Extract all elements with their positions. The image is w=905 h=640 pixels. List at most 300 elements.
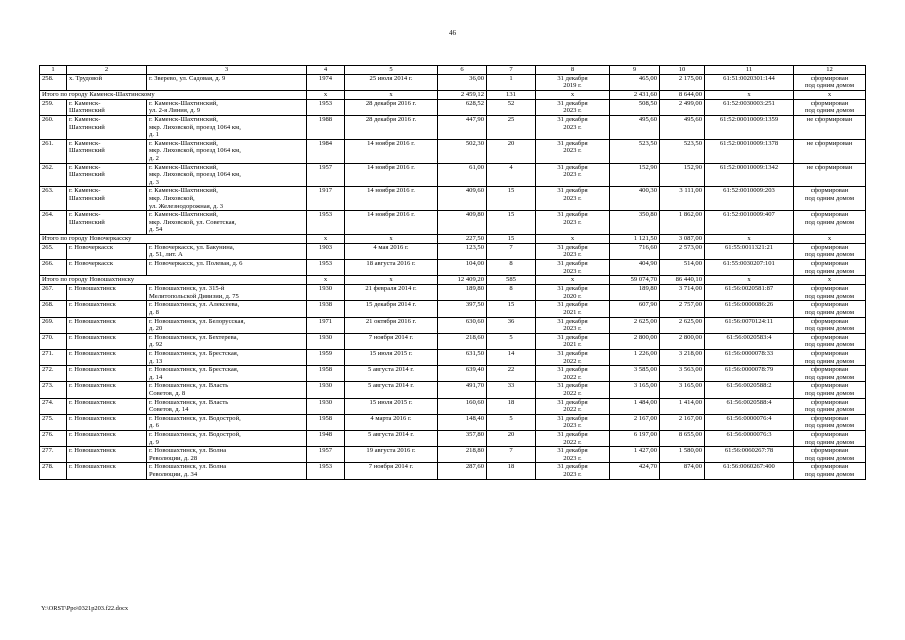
status-cell: не сформирован bbox=[794, 115, 866, 139]
deadline-cell: 31 декабря 2019 г. bbox=[536, 74, 610, 90]
row-number: 278. bbox=[40, 463, 67, 479]
cadastral-number-cell: 61:52:00010009:1342 bbox=[705, 163, 794, 187]
address-cell: г. Новошахтинск, ул. Волна Революции, д. 28 bbox=[147, 447, 307, 463]
cadastral-number-cell: х bbox=[705, 90, 794, 99]
settlement-cell: г. Новошахтинск bbox=[67, 382, 147, 398]
year-cell: 1959 bbox=[307, 350, 345, 366]
area-cell: 218,60 bbox=[438, 333, 487, 349]
deadline-cell: 31 декабря 2023 г. bbox=[536, 139, 610, 163]
area3-cell: 8 644,00 bbox=[660, 90, 705, 99]
settlement-cell: г. Новошахтинск bbox=[67, 414, 147, 430]
address-cell: г. Новошахтинск, ул. Белорусская, д. 20 bbox=[147, 317, 307, 333]
area2-cell: 400,30 bbox=[610, 187, 660, 211]
table-row bbox=[40, 366, 866, 382]
area-cell: 397,50 bbox=[438, 301, 487, 317]
column-number-cell: 3 bbox=[147, 66, 307, 75]
status-cell: сформирован под одним домом bbox=[794, 317, 866, 333]
settlement-cell: х. Трудовой bbox=[67, 74, 147, 90]
cadastral-number-cell: 61:56:0000078:79 bbox=[705, 366, 794, 382]
address-cell: г. Новочеркасск, ул. Бакунина, д. 51, лит. А bbox=[147, 243, 307, 259]
table-row bbox=[40, 285, 866, 301]
area3-cell: 152,90 bbox=[660, 163, 705, 187]
date-cell: 14 ноября 2016 г. bbox=[345, 187, 438, 211]
table-row bbox=[40, 317, 866, 333]
year-cell: 1930 bbox=[307, 398, 345, 414]
status-cell: сформирован под одним домом bbox=[794, 382, 866, 398]
settlement-cell: г. Каменск- Шахтинский bbox=[67, 163, 147, 187]
table-row bbox=[40, 382, 866, 398]
cadastral-number-cell: 61:56:0070124:11 bbox=[705, 317, 794, 333]
date-cell: 5 августа 2014 г. bbox=[345, 366, 438, 382]
cadastral-number-cell: 61:56:0000086:26 bbox=[705, 301, 794, 317]
residents-cell: 15 bbox=[487, 211, 536, 235]
document-path: Y:\ORST\Ppo\0321p203.f22.docx bbox=[41, 605, 129, 612]
settlement-cell: г. Новочеркасск bbox=[67, 243, 147, 259]
row-number: 268. bbox=[40, 301, 67, 317]
column-number-cell: 11 bbox=[705, 66, 794, 75]
row-number: 271. bbox=[40, 350, 67, 366]
date-cell: 18 августа 2016 г. bbox=[345, 260, 438, 276]
residents-cell: 8 bbox=[487, 285, 536, 301]
residents-cell: 15 bbox=[487, 301, 536, 317]
area-cell: 409,60 bbox=[438, 187, 487, 211]
table-row bbox=[40, 447, 866, 463]
year-cell: 1984 bbox=[307, 139, 345, 163]
deadline-cell: 31 декабря 2020 г. bbox=[536, 285, 610, 301]
area2-cell: 424,70 bbox=[610, 463, 660, 479]
year-cell: 1930 bbox=[307, 285, 345, 301]
row-number: 275. bbox=[40, 414, 67, 430]
deadline-cell: 31 декабря 2023 г. bbox=[536, 115, 610, 139]
status-cell: сформирован под одним домом bbox=[794, 350, 866, 366]
table-row bbox=[40, 243, 866, 259]
table-row bbox=[40, 187, 866, 211]
subtotal-label: Итого по городу Новочеркасску bbox=[40, 234, 307, 243]
area-cell: 12 409,20 bbox=[438, 276, 487, 285]
area3-cell: 3 218,00 bbox=[660, 350, 705, 366]
deadline-cell: 31 декабря 2023 г. bbox=[536, 260, 610, 276]
row-number: 259. bbox=[40, 99, 67, 115]
area-cell: 409,80 bbox=[438, 211, 487, 235]
housing-register-table bbox=[39, 65, 866, 480]
table-row bbox=[40, 333, 866, 349]
table-row bbox=[40, 115, 866, 139]
area-cell: 491,70 bbox=[438, 382, 487, 398]
area-cell: 502,30 bbox=[438, 139, 487, 163]
table-row bbox=[40, 350, 866, 366]
column-number-cell: 8 bbox=[536, 66, 610, 75]
cadastral-number-cell: 61:51:0020301:144 bbox=[705, 74, 794, 90]
residents-cell: 15 bbox=[487, 187, 536, 211]
area2-cell: 523,50 bbox=[610, 139, 660, 163]
row-number: 270. bbox=[40, 333, 67, 349]
subtotal-row bbox=[40, 276, 866, 285]
year-cell: 1988 bbox=[307, 115, 345, 139]
settlement-cell: г. Новошахтинск bbox=[67, 398, 147, 414]
deadline-cell: 31 декабря 2021 г. bbox=[536, 301, 610, 317]
row-number: 277. bbox=[40, 447, 67, 463]
deadline-cell: 31 декабря 2021 г. bbox=[536, 333, 610, 349]
area3-cell: 86 440,10 bbox=[660, 276, 705, 285]
row-number: 266. bbox=[40, 260, 67, 276]
area3-cell: 2 175,00 bbox=[660, 74, 705, 90]
area-cell: 447,90 bbox=[438, 115, 487, 139]
year-cell: 1958 bbox=[307, 366, 345, 382]
year-cell: 1953 bbox=[307, 463, 345, 479]
residents-cell: 8 bbox=[487, 260, 536, 276]
deadline-cell: 31 декабря 2022 г. bbox=[536, 350, 610, 366]
status-cell: сформирован под одним домом bbox=[794, 260, 866, 276]
area2-cell: 350,80 bbox=[610, 211, 660, 235]
status-cell: сформирован под одним домом bbox=[794, 301, 866, 317]
cadastral-number-cell: 61:56:0060267:400 bbox=[705, 463, 794, 479]
table-row bbox=[40, 163, 866, 187]
cadastral-number-cell: 61:56:0020583:4 bbox=[705, 333, 794, 349]
residents-cell: 20 bbox=[487, 139, 536, 163]
address-cell: г. Новошахтинск, ул. Бехтерева, д. 92 bbox=[147, 333, 307, 349]
area2-cell: 2 625,00 bbox=[610, 317, 660, 333]
status-cell: сформирован под одним домом bbox=[794, 285, 866, 301]
settlement-cell: г. Каменск- Шахтинский bbox=[67, 99, 147, 115]
table-row bbox=[40, 398, 866, 414]
year-cell: 1974 bbox=[307, 74, 345, 90]
status-cell: сформирован под одним домом bbox=[794, 463, 866, 479]
date-cell: 4 мая 2016 г. bbox=[345, 243, 438, 259]
row-number: 263. bbox=[40, 187, 67, 211]
year-cell: х bbox=[307, 90, 345, 99]
residents-cell: 18 bbox=[487, 398, 536, 414]
column-number-cell: 2 bbox=[67, 66, 147, 75]
deadline-cell: 31 декабря 2023 г. bbox=[536, 317, 610, 333]
status-cell: сформирован под одним домом bbox=[794, 74, 866, 90]
area-cell: 287,60 bbox=[438, 463, 487, 479]
area2-cell: 495,60 bbox=[610, 115, 660, 139]
column-number-row bbox=[40, 66, 866, 75]
area3-cell: 2 757,00 bbox=[660, 301, 705, 317]
address-cell: г. Новошахтинск, ул. 315-й Мелитопольской Дивизии, д. 75 bbox=[147, 285, 307, 301]
deadline-cell: х bbox=[536, 90, 610, 99]
date-cell: 28 декабря 2016 г. bbox=[345, 115, 438, 139]
area2-cell: 465,00 bbox=[610, 74, 660, 90]
row-number: 262. bbox=[40, 163, 67, 187]
area2-cell: 3 585,00 bbox=[610, 366, 660, 382]
address-cell: г. Новошахтинск, ул. Власть Советов, д. 14 bbox=[147, 398, 307, 414]
year-cell: х bbox=[307, 234, 345, 243]
area3-cell: 1 414,00 bbox=[660, 398, 705, 414]
status-cell: сформирован под одним домом bbox=[794, 414, 866, 430]
row-number: 273. bbox=[40, 382, 67, 398]
cadastral-number-cell: 61:56:0000076:3 bbox=[705, 430, 794, 446]
cadastral-number-cell: 61:56:0020581:87 bbox=[705, 285, 794, 301]
date-cell: 14 ноября 2016 г. bbox=[345, 163, 438, 187]
column-number-cell: 4 bbox=[307, 66, 345, 75]
cadastral-number-cell: 61:52:0010009:203 bbox=[705, 187, 794, 211]
area-cell: 160,60 bbox=[438, 398, 487, 414]
deadline-cell: 31 декабря 2023 г. bbox=[536, 447, 610, 463]
area3-cell: 3 714,00 bbox=[660, 285, 705, 301]
area-cell: 630,60 bbox=[438, 317, 487, 333]
status-cell: х bbox=[794, 234, 866, 243]
area2-cell: 2 431,60 bbox=[610, 90, 660, 99]
area3-cell: 2 800,00 bbox=[660, 333, 705, 349]
area3-cell: 2 573,00 bbox=[660, 243, 705, 259]
area2-cell: 59 074,70 bbox=[610, 276, 660, 285]
table-row bbox=[40, 414, 866, 430]
address-cell: г. Каменск-Шахтинский, мкр. Лиховской, проезд 1064 км, д. 2 bbox=[147, 139, 307, 163]
area2-cell: 2 800,00 bbox=[610, 333, 660, 349]
cadastral-number-cell: 61:52:00010009:1359 bbox=[705, 115, 794, 139]
row-number: 261. bbox=[40, 139, 67, 163]
column-number-cell: 1 bbox=[40, 66, 67, 75]
residents-cell: 7 bbox=[487, 447, 536, 463]
settlement-cell: г. Новошахтинск bbox=[67, 463, 147, 479]
address-cell: г. Каменск-Шахтинский, ул. 2-я Линия, д. 9 bbox=[147, 99, 307, 115]
status-cell: сформирован под одним домом bbox=[794, 398, 866, 414]
area3-cell: 2 499,00 bbox=[660, 99, 705, 115]
area3-cell: 874,00 bbox=[660, 463, 705, 479]
subtotal-label: Итого по городу Каменск-Шахтинскому bbox=[40, 90, 307, 99]
area2-cell: 6 197,00 bbox=[610, 430, 660, 446]
residents-cell: 15 bbox=[487, 234, 536, 243]
area2-cell: 508,50 bbox=[610, 99, 660, 115]
row-number: 260. bbox=[40, 115, 67, 139]
address-cell: г. Каменск-Шахтинский, мкр. Лиховской, ул. Советская, д. 54 bbox=[147, 211, 307, 235]
area-cell: 61,00 bbox=[438, 163, 487, 187]
cadastral-number-cell: 61:56:0000078:33 bbox=[705, 350, 794, 366]
row-number: 272. bbox=[40, 366, 67, 382]
year-cell: 1930 bbox=[307, 333, 345, 349]
date-cell: 5 августа 2014 г. bbox=[345, 430, 438, 446]
settlement-cell: г. Новошахтинск bbox=[67, 285, 147, 301]
cadastral-number-cell: 61:55:0030207:101 bbox=[705, 260, 794, 276]
area-cell: 189,80 bbox=[438, 285, 487, 301]
settlement-cell: г. Каменск- Шахтинский bbox=[67, 211, 147, 235]
settlement-cell: г. Новошахтинск bbox=[67, 430, 147, 446]
cadastral-number-cell: 61:56:0000076:4 bbox=[705, 414, 794, 430]
year-cell: 1953 bbox=[307, 260, 345, 276]
area2-cell: 189,80 bbox=[610, 285, 660, 301]
year-cell: 1903 bbox=[307, 243, 345, 259]
date-cell: 28 декабря 2016 г. bbox=[345, 99, 438, 115]
residents-cell: 5 bbox=[487, 414, 536, 430]
status-cell: сформирован под одним домом bbox=[794, 99, 866, 115]
address-cell: г. Новошахтинск, ул. Волна Революции, д. 34 bbox=[147, 463, 307, 479]
settlement-cell: г. Новошахтинск bbox=[67, 333, 147, 349]
column-number-cell: 12 bbox=[794, 66, 866, 75]
column-number-cell: 10 bbox=[660, 66, 705, 75]
residents-cell: 52 bbox=[487, 99, 536, 115]
date-cell: 19 августа 2016 г. bbox=[345, 447, 438, 463]
date-cell: 7 ноября 2014 г. bbox=[345, 333, 438, 349]
cadastral-number-cell: 61:56:0020588:2 bbox=[705, 382, 794, 398]
area2-cell: 1 484,00 bbox=[610, 398, 660, 414]
table-row bbox=[40, 74, 866, 90]
residents-cell: 1 bbox=[487, 74, 536, 90]
status-cell: сформирован под одним домом bbox=[794, 447, 866, 463]
area3-cell: 8 655,00 bbox=[660, 430, 705, 446]
address-cell: г. Новошахтинск, ул. Алексеева, д. 8 bbox=[147, 301, 307, 317]
area2-cell: 1 121,50 bbox=[610, 234, 660, 243]
column-number-cell: 7 bbox=[487, 66, 536, 75]
residents-cell: 5 bbox=[487, 333, 536, 349]
residents-cell: 4 bbox=[487, 163, 536, 187]
address-cell: г. Новошахтинск, ул. Водострой, д. 9 bbox=[147, 430, 307, 446]
row-number: 274. bbox=[40, 398, 67, 414]
status-cell: х bbox=[794, 90, 866, 99]
deadline-cell: х bbox=[536, 234, 610, 243]
date-cell: 7 ноября 2014 г. bbox=[345, 463, 438, 479]
settlement-cell: г. Новошахтинск bbox=[67, 366, 147, 382]
date-cell: 5 августа 2014 г. bbox=[345, 382, 438, 398]
year-cell: х bbox=[307, 276, 345, 285]
area2-cell: 404,90 bbox=[610, 260, 660, 276]
table-row bbox=[40, 430, 866, 446]
deadline-cell: 31 декабря 2022 г. bbox=[536, 398, 610, 414]
date-cell: 14 ноября 2016 г. bbox=[345, 211, 438, 235]
year-cell: 1917 bbox=[307, 187, 345, 211]
row-number: 276. bbox=[40, 430, 67, 446]
deadline-cell: 31 декабря 2022 г. bbox=[536, 430, 610, 446]
table-row bbox=[40, 211, 866, 235]
area3-cell: 1 862,00 bbox=[660, 211, 705, 235]
area-cell: 639,40 bbox=[438, 366, 487, 382]
deadline-cell: 31 декабря 2022 г. bbox=[536, 382, 610, 398]
deadline-cell: 31 декабря 2023 г. bbox=[536, 163, 610, 187]
row-number: 258. bbox=[40, 74, 67, 90]
row-number: 269. bbox=[40, 317, 67, 333]
deadline-cell: 31 декабря 2023 г. bbox=[536, 99, 610, 115]
residents-cell: 585 bbox=[487, 276, 536, 285]
deadline-cell: 31 декабря 2023 г. bbox=[536, 187, 610, 211]
status-cell: не сформирован bbox=[794, 163, 866, 187]
column-number-cell: 5 bbox=[345, 66, 438, 75]
settlement-cell: г. Новошахтинск bbox=[67, 301, 147, 317]
date-cell: 15 июля 2015 г. bbox=[345, 350, 438, 366]
settlement-cell: г. Новочеркасск bbox=[67, 260, 147, 276]
area-cell: 2 459,12 bbox=[438, 90, 487, 99]
area2-cell: 716,60 bbox=[610, 243, 660, 259]
row-number: 265. bbox=[40, 243, 67, 259]
status-cell: сформирован под одним домом bbox=[794, 211, 866, 235]
date-cell: 4 марта 2016 г. bbox=[345, 414, 438, 430]
page-number: 46 bbox=[449, 29, 456, 37]
cadastral-number-cell: х bbox=[705, 234, 794, 243]
area3-cell: 3 087,00 bbox=[660, 234, 705, 243]
area3-cell: 2 625,00 bbox=[660, 317, 705, 333]
settlement-cell: г. Новошахтинск bbox=[67, 317, 147, 333]
deadline-cell: 31 декабря 2023 г. bbox=[536, 463, 610, 479]
address-cell: г. Каменск-Шахтинский, мкр. Лиховской, ул. Железнодорожная, д. 3 bbox=[147, 187, 307, 211]
area-cell: 357,80 bbox=[438, 430, 487, 446]
date-cell: 21 февраля 2014 г. bbox=[345, 285, 438, 301]
residents-cell: 25 bbox=[487, 115, 536, 139]
address-cell: г. Каменск-Шахтинский, мкр. Лиховской, проезд 1064 км, д. 3 bbox=[147, 163, 307, 187]
table-row bbox=[40, 260, 866, 276]
status-cell: сформирован под одним домом bbox=[794, 430, 866, 446]
area2-cell: 152,90 bbox=[610, 163, 660, 187]
area3-cell: 3 111,00 bbox=[660, 187, 705, 211]
area-cell: 36,00 bbox=[438, 74, 487, 90]
year-cell: 1953 bbox=[307, 211, 345, 235]
residents-cell: 33 bbox=[487, 382, 536, 398]
table-row bbox=[40, 463, 866, 479]
cadastral-number-cell: 61:52:00010009:1378 bbox=[705, 139, 794, 163]
deadline-cell: 31 декабря 2023 г. bbox=[536, 211, 610, 235]
year-cell: 1948 bbox=[307, 430, 345, 446]
date-cell: 15 декабря 2014 г. bbox=[345, 301, 438, 317]
area-cell: 218,80 bbox=[438, 447, 487, 463]
date-cell: 14 ноября 2016 г. bbox=[345, 139, 438, 163]
address-cell: г. Новочеркасск, ул. Полевая, д. 6 bbox=[147, 260, 307, 276]
residents-cell: 131 bbox=[487, 90, 536, 99]
date-cell: х bbox=[345, 90, 438, 99]
year-cell: 1930 bbox=[307, 382, 345, 398]
cadastral-number-cell: 61:52:0010009:407 bbox=[705, 211, 794, 235]
subtotal-row bbox=[40, 234, 866, 243]
status-cell: сформирован под одним домом bbox=[794, 243, 866, 259]
area-cell: 148,40 bbox=[438, 414, 487, 430]
address-cell: г. Каменск-Шахтинский, мкр. Лиховской, проезд 1064 км, д. 1 bbox=[147, 115, 307, 139]
year-cell: 1938 bbox=[307, 301, 345, 317]
year-cell: 1957 bbox=[307, 163, 345, 187]
status-cell: сформирован под одним домом bbox=[794, 366, 866, 382]
area-cell: 104,00 bbox=[438, 260, 487, 276]
area3-cell: 3 563,00 bbox=[660, 366, 705, 382]
year-cell: 1953 bbox=[307, 99, 345, 115]
table-row bbox=[40, 139, 866, 163]
status-cell: не сформирован bbox=[794, 139, 866, 163]
row-number: 264. bbox=[40, 211, 67, 235]
area2-cell: 1 226,00 bbox=[610, 350, 660, 366]
table-body bbox=[40, 66, 866, 480]
area3-cell: 495,60 bbox=[660, 115, 705, 139]
date-cell: х bbox=[345, 234, 438, 243]
address-cell: г. Новошахтинск, ул. Власть Советов, д. 8 bbox=[147, 382, 307, 398]
area-cell: 123,50 bbox=[438, 243, 487, 259]
date-cell: 15 июля 2015 г. bbox=[345, 398, 438, 414]
address-cell: г. Новошахтинск, ул. Брестская, д. 14 bbox=[147, 366, 307, 382]
cadastral-number-cell: 61:52:0030003:251 bbox=[705, 99, 794, 115]
column-number-cell: 6 bbox=[438, 66, 487, 75]
residents-cell: 14 bbox=[487, 350, 536, 366]
column-number-cell: 9 bbox=[610, 66, 660, 75]
status-cell: сформирован под одним домом bbox=[794, 187, 866, 211]
subtotal-label: Итого по городу Новошахтинску bbox=[40, 276, 307, 285]
address-cell: г. Новошахтинск, ул. Водострой, д. 6 bbox=[147, 414, 307, 430]
deadline-cell: х bbox=[536, 276, 610, 285]
date-cell: 25 июля 2014 г. bbox=[345, 74, 438, 90]
residents-cell: 7 bbox=[487, 243, 536, 259]
residents-cell: 22 bbox=[487, 366, 536, 382]
area2-cell: 2 167,00 bbox=[610, 414, 660, 430]
cadastral-number-cell: 61:56:0060267:78 bbox=[705, 447, 794, 463]
area2-cell: 3 165,00 bbox=[610, 382, 660, 398]
area-cell: 631,50 bbox=[438, 350, 487, 366]
area3-cell: 2 167,00 bbox=[660, 414, 705, 430]
area3-cell: 3 165,00 bbox=[660, 382, 705, 398]
cadastral-number-cell: х bbox=[705, 276, 794, 285]
address-cell: г. Зверево, ул. Садовая, д. 9 bbox=[147, 74, 307, 90]
settlement-cell: г. Каменск- Шахтинский bbox=[67, 139, 147, 163]
area3-cell: 523,50 bbox=[660, 139, 705, 163]
deadline-cell: 31 декабря 2022 г. bbox=[536, 366, 610, 382]
date-cell: 21 октября 2016 г. bbox=[345, 317, 438, 333]
year-cell: 1971 bbox=[307, 317, 345, 333]
year-cell: 1958 bbox=[307, 414, 345, 430]
date-cell: х bbox=[345, 276, 438, 285]
deadline-cell: 31 декабря 2023 г. bbox=[536, 414, 610, 430]
area-cell: 227,50 bbox=[438, 234, 487, 243]
